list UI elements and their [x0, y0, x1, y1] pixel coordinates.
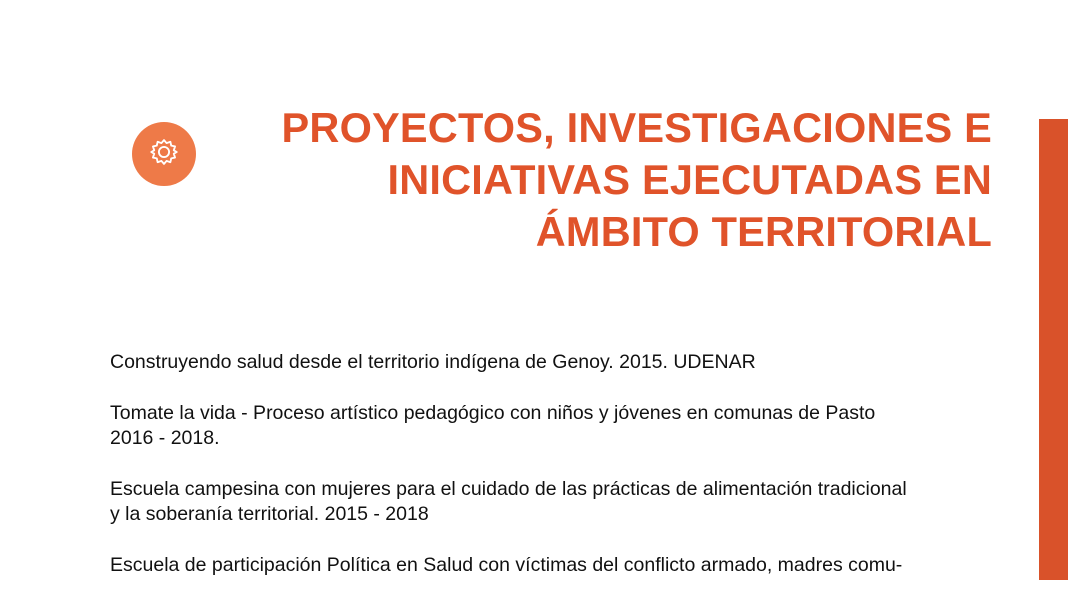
project-item: [110, 350, 990, 375]
section-badge: [132, 122, 196, 186]
gear-icon: [147, 135, 181, 174]
project-item: [110, 553, 990, 578]
project-item-text: Construyendo salud desde el territorio indígena de Genoy. 2015. UDENAR: [110, 351, 756, 373]
project-item-text: Escuela campesina con mujeres para el cuidado de las prácticas de alimentación tradicional: [110, 478, 907, 500]
title-line: PROYECTOS, INVESTIGACIONES E: [281, 104, 992, 151]
page-title: [192, 102, 992, 258]
project-item-text: y la soberanía territorial. 2015 - 2018: [110, 503, 429, 525]
project-list: [110, 350, 990, 604]
title-line: ÁMBITO TERRITORIAL: [535, 208, 992, 255]
project-item: [110, 401, 990, 451]
project-item: [110, 477, 990, 527]
project-item-text: 2016 - 2018.: [110, 427, 220, 449]
accent-side-bar: [1039, 119, 1068, 580]
title-line: INICIATIVAS EJECUTADAS EN: [387, 156, 992, 203]
project-item-text: Tomate la vida - Proceso artístico pedagógico con niños y jóvenes en comunas de Pasto: [110, 402, 876, 424]
project-item-text: Escuela de participación Política en Salud con víctimas del conflicto armado, madres comu-: [110, 554, 903, 576]
